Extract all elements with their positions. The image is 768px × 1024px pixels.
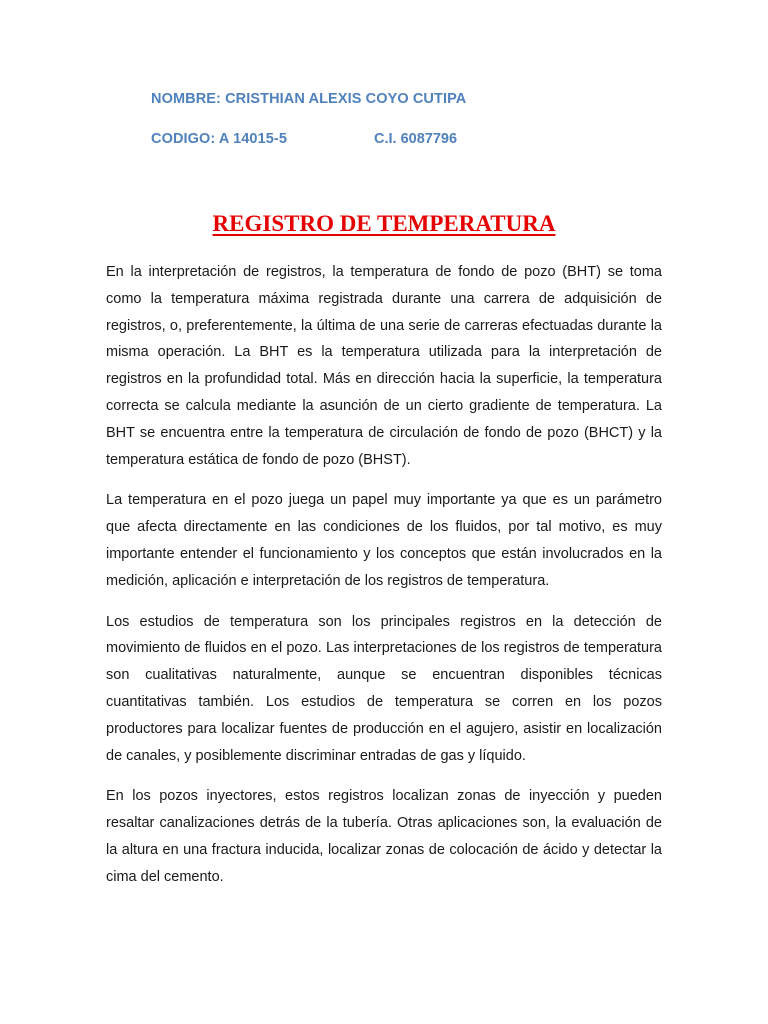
- student-code: CODIGO: A 14015-5: [151, 131, 288, 147]
- paragraph-studies: Los estudios de temperatura son los principales registros en la detección de movimiento de fluidos en el pozo. Las interpretaciones de los registros de temperatura son cualitativas naturalmente, aunque se encuentran disponibles técnicas cuantitativas también. Los estudios de temperatura se corren en los pozos productores para localizar fuentes de producción en el agujero, asistir en localización de canales, y posiblemente discriminar entradas de gas y líquido.: [106, 613, 662, 764]
- paragraph-injectors: En los pozos inyectores, estos registros localizan zonas de inyección y pueden resaltar canalizaciones detrás de la tubería. Otras aplicaciones son, la evaluación de la altura en una fractura inducida, localizar zonas de colocación de ácido y detectar la cima del cemento.: [106, 788, 662, 885]
- paragraph-importance: La temperatura en el pozo juega un papel muy importante ya que es un parámetro que afecta directamente en las condiciones de los fluidos, por tal motivo, es muy importante entender el funcionamiento y los conceptos que están involucrados en la medición, aplicación e interpretación de los registros de temperatura.: [106, 492, 662, 589]
- document-title: REGISTRO DE TEMPERATURA: [212, 211, 556, 236]
- body-text: [106, 259, 662, 905]
- paragraph-bht: En la interpretación de registros, la temperatura de fondo de pozo (BHT) se toma como la temperatura máxima registrada durante una carrera de adquisición de registros, o, preferentemente, la última de una serie de carreras efectuadas durante la misma operación. La BHT es la temperatura utilizada para la interpretación de registros en la profundidad total. Más en dirección hacia la superficie, la temperatura correcta se calcula mediante la asunción de un cierto gradiente de temperatura. La BHT se encuentra entre la temperatura de circulación de fondo de pozo (BHCT) y la temperatura estática de fondo de pozo (BHST).: [106, 264, 662, 468]
- student-ci: C.I. 6087796: [374, 131, 458, 147]
- student-name: NOMBRE: CRISTHIAN ALEXIS COYO CUTIPA: [151, 91, 467, 107]
